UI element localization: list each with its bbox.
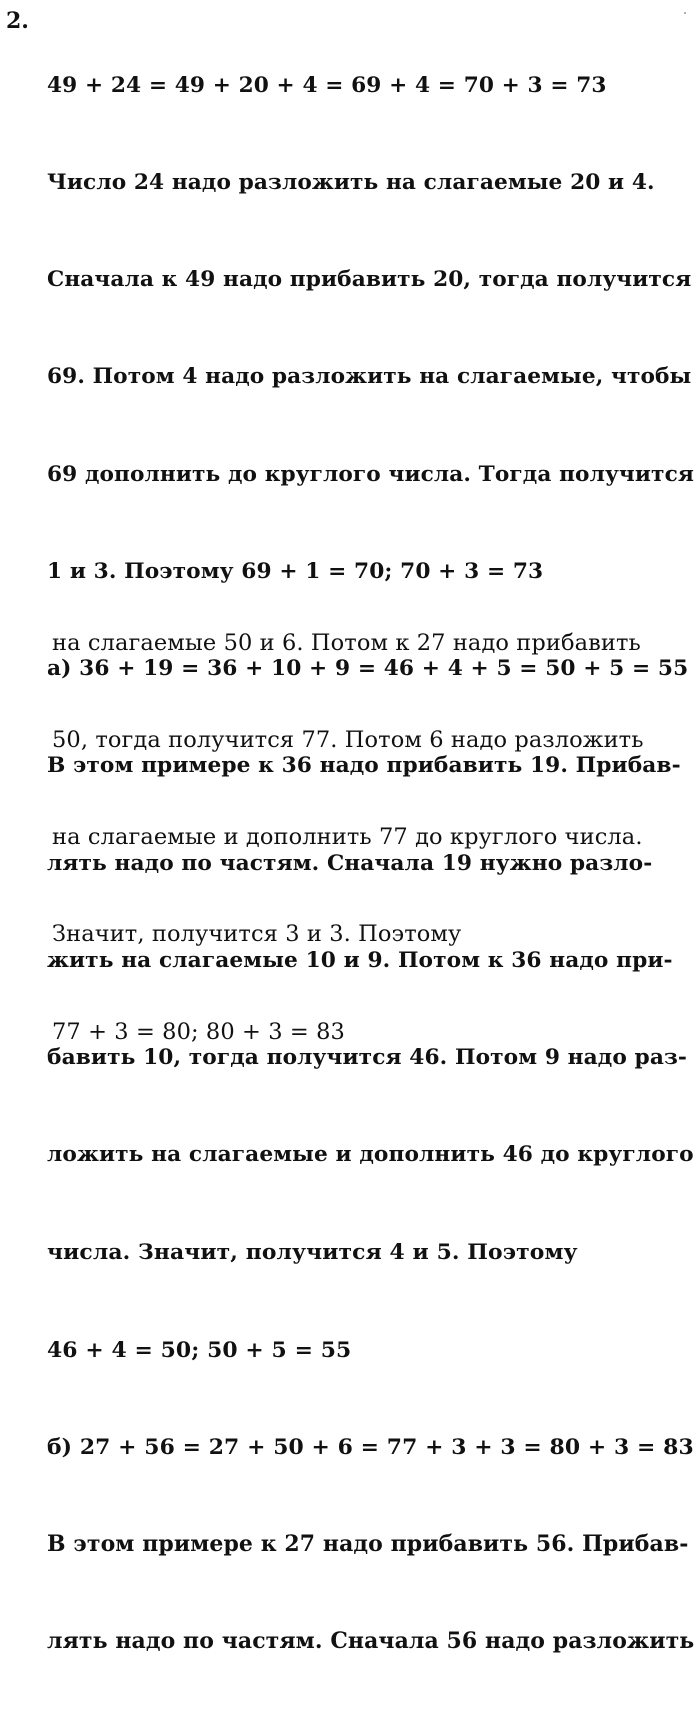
text-line: Сначала к 49 надо прибавить 20, тогда получится	[47, 267, 692, 293]
text-line: Значит, получится 3 и 3. Поэтому	[52, 921, 462, 948]
text-line: Число 24 надо разложить на слагаемые 20 и 4.	[47, 170, 655, 196]
text-line: числа. Значит, получится 4 и 5. Поэтому	[47, 1239, 578, 1266]
text-line: бавить 10, тогда получится 46. Потом 9 надо раз-	[47, 1045, 688, 1070]
text-line: лять надо по частям. Сначала 56 надо разложить	[47, 1628, 695, 1655]
text-line: а) 36 + 19 = 36 + 10 + 9 = 46 + 4 + 5 = 50 + 5 = 55	[47, 656, 689, 682]
text-line: 50, тогда получится 77. Потом 6 надо разложить	[52, 727, 644, 754]
task-number: 2.	[6, 8, 29, 34]
text-line: 77 + 3 = 80; 80 + 3 = 83	[52, 1018, 345, 1045]
text-line: на слагаемые 50 и 6. Потом к 27 надо прибавить	[52, 629, 641, 656]
text-line: б) 27 + 56 = 27 + 50 + 6 = 77 + 3 + 3 = 80 + 3 = 83	[47, 1433, 694, 1460]
text-line: 69 дополнить до круглого числа. Тогда получится	[47, 461, 694, 487]
text-line: 46 + 4 = 50; 50 + 5 = 55	[47, 1336, 352, 1363]
text-line: ложить на слагаемые и дополнить 46 до круглого	[47, 1142, 694, 1168]
text-line: 1 и 3. Поэтому 69 + 1 = 70; 70 + 3 = 73	[47, 558, 544, 584]
text-line: 69. Потом 4 надо разложить на слагаемые, чтобы	[47, 364, 692, 390]
text-line: В этом примере к 27 надо прибавить 56. Прибав-	[47, 1531, 689, 1558]
text-line: 49 + 24 = 49 + 20 + 4 = 69 + 4 = 70 + 3 = 73	[47, 72, 607, 98]
text-line: на слагаемые и дополнить 77 до круглого числа.	[52, 824, 643, 851]
solution-text-continuation	[52, 562, 644, 1113]
text-line: В этом примере к 36 надо прибавить 19. Прибав-	[47, 753, 681, 779]
text-line: жить на слагаемые 10 и 9. Потом к 36 надо при-	[47, 947, 673, 973]
text-line: лять надо по частям. Сначала 19 нужно разло-	[47, 850, 653, 876]
